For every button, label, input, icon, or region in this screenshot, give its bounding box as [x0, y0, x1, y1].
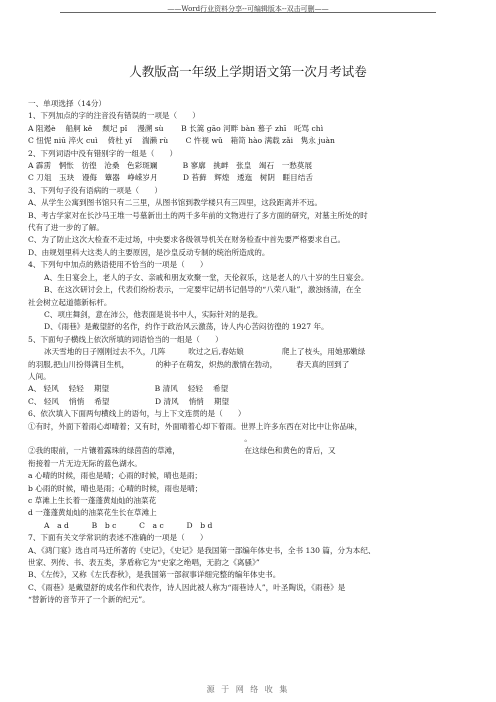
- option-line: 代有了进一步的了解。: [28, 223, 104, 233]
- option-line: C、项庄舞剑，意在沛公，他表面是说书中人，实际针对的是我。: [44, 309, 263, 319]
- header-rule: [60, 12, 436, 13]
- question-line: 5、下面句子横线上依次所填的词语恰当的一组是（ ）: [28, 334, 223, 344]
- question-line: 6、依次填入下面两句横线上的语句，与上下文连贯的是（ ）: [28, 409, 246, 419]
- option-line: B、考古学家对在长沙马王堆一号墓新出土的两千多年前的文物进行了多方面的研究，对墓主所处的时: [28, 210, 368, 220]
- option-line: D、由规划里科大这类人的主要原因，是沙皇反动专制的统治所造成的。: [28, 247, 270, 257]
- question-line: 7、下面有关文学常识的表述不准确的一项是（ ）: [28, 533, 208, 543]
- option-line: A、《鸿门宴》选自司马迁所著的《史记》，《史记》是我国第一部编年体史书，全书 130 篇，分为本纪、: [28, 545, 376, 555]
- option-line: A、 轻风 轻轻 期望 B 清风 轻轻 希望: [28, 384, 229, 394]
- option-line: B、在这次研讨会上，代表们纷纷表示，一定要牢记胡书记倡导的“八荣八耻”，激浊扬清，在全: [44, 285, 362, 295]
- option-line: A、生日宴会上，老人的子女、亲戚和朋友欢聚一堂，天伦叙乐，这是老人的八十岁的生日宴会。: [44, 272, 369, 282]
- option-line: C、 轻风 悄悄 希望 D 清风 悄悄 期望: [28, 396, 230, 406]
- header-banner: ——Word行业资料分享--可编辑版本--双击可删——: [167, 5, 329, 13]
- option-line: “替新诗的音节开了一个新的纪元”。: [28, 595, 150, 605]
- option-line: C 刀俎 玉玦 谩侮 簟器 峥嵘岁月 D 苔藓 辉煌 逶迤 树阴 睚目结舌: [28, 173, 313, 183]
- passage-line: 衔接着一片无边无际的蓝色湖水。: [28, 458, 142, 468]
- passage-line: 人间。: [28, 371, 51, 381]
- passage-line: 冰天雪地的日子刚刚过去不久，几阵 吹过之后,春姑娘 爬上了枝头，用她那嫩绿: [44, 347, 366, 357]
- option-line: c 草滩上生长着一蓬蓬黄灿灿的油菜花: [28, 496, 157, 505]
- option-line: A 霹雳 惘怅 彷徨 沧桑 色彩斑斓 B 寥廓 挑衅 张皇 竭石 一愁莫展: [28, 161, 313, 171]
- question-line: 3、下列句子没有语病的一项是（ ）: [28, 185, 162, 195]
- question-line: 2、下列词语中没有错别字的一组是（ ）: [28, 148, 178, 158]
- option-line: A、从学生公寓到图书馆只有二三里，从图书馆到教学楼只有三四里，这段距离并不远。: [28, 198, 323, 208]
- passage-line: ①有时，外面下着雨心却晴着；又有时，外面晴着心却下着雨。世界上许多东西在对比中让你品味，: [28, 421, 363, 431]
- option-line: C 忸怩 niū 淬火 cuì 倚杜 yǐ 湍濑 rù C 忤视 wǔ 箱笥 hào 满载 zǎi 隽永 juàn: [28, 136, 335, 146]
- option-line: A a d B b c C a c D b d: [44, 520, 213, 530]
- passage-line: 。: [244, 433, 252, 443]
- option-line: 社会树立起道德新标杆。: [28, 297, 112, 307]
- option-line: 世家、列传、书、表五类，茅盾称它为“史家之绝唱，无韵之《离骚》”: [28, 558, 260, 568]
- exam-content: [28, 98, 468, 607]
- question-line: 1、下列加点的字的注音没有错误的一项是（ ）: [28, 111, 200, 121]
- option-line: B、《左传》，又称《左氏春秋》，是我国第一部叙事详细完整的编年体史书。: [28, 570, 281, 580]
- option-line: C、《雨巷》是戴望舒的成名作和代表作，诗人因此被人称为“雨巷诗人”，叶圣陶说，《雨巷》是: [28, 582, 346, 592]
- passage-line: ②我的眼前，一片镶着露珠的绿茵茵的草滩， 在这绿色和黄色的背后，又: [28, 446, 336, 456]
- option-line: a 心晴的时候，雨也是晴；心雨的时候，晴也是雨；: [28, 471, 203, 481]
- option-line: A 阻遏è 船舸 kě 颓圮 pǐ 漫溯 sù B 长篙 gāo 河畔 bàn 慕子 zhī 吒骂 chì: [28, 123, 324, 133]
- option-line: b 心雨的时候，晴也是雨；心晴的时候，雨也是晴；: [28, 483, 203, 493]
- option-line: C、为了防止这次大检查不走过场，中央要求各级领导机关在财务检查中首先要严格要求自己。: [28, 235, 346, 245]
- option-line: D、《雨巷》是戴望舒的名作，约作于政治风云激荡，诗人内心苦闷彷徨的 1927 年。: [44, 322, 329, 332]
- section-heading: 一、单项选择（14分）: [28, 99, 107, 108]
- page-title: 人教版高一年级上学期语文第一次月考试卷: [129, 64, 367, 79]
- passage-line: 的羽服,把山川扮得满目生机， 的种子在萌发，炽热的激情在勃动， 春天真的回到了: [28, 359, 350, 369]
- page-footer: 源 于 网 络 收 集: [206, 685, 290, 694]
- option-line: d 一蓬蓬黄灿灿的油菜花生长在草滩上: [28, 508, 157, 518]
- question-line: 4、下列句中加点的熟语使用不恰当的一项是（ ）: [28, 260, 208, 270]
